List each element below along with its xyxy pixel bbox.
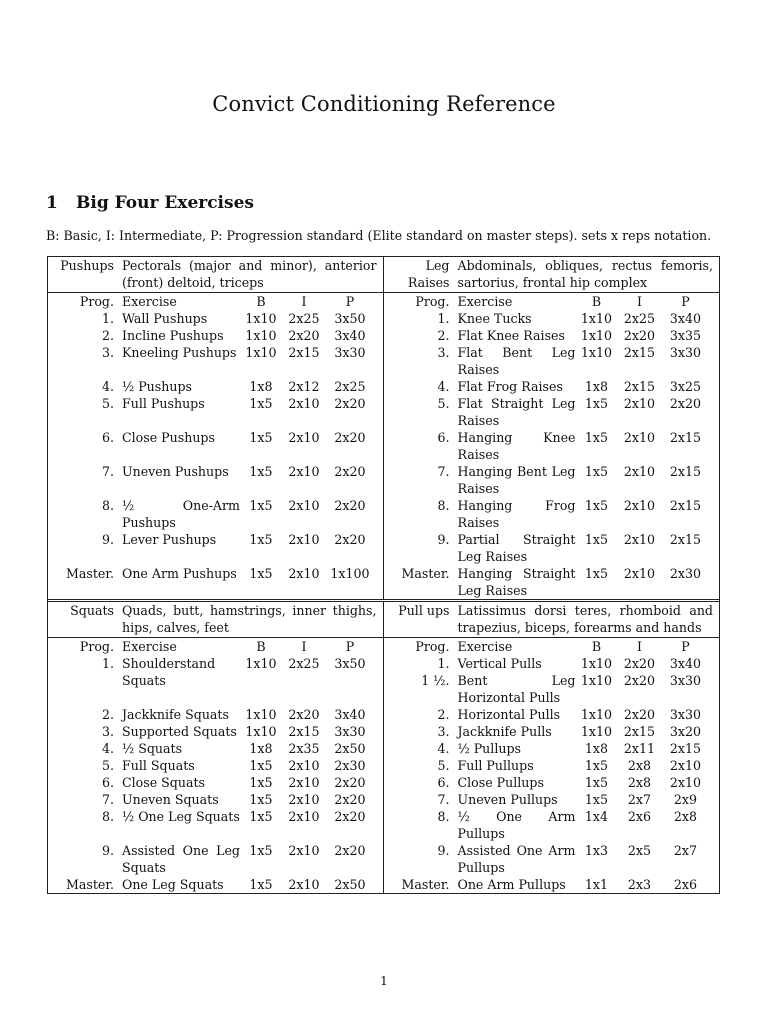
table-row bbox=[384, 655, 716, 672]
progression-standard: 2x50 bbox=[334, 877, 366, 892]
basic-standard: 1x5 bbox=[249, 464, 273, 479]
basic-standard: 1x5 bbox=[584, 396, 609, 411]
progression-standard: 2x20 bbox=[334, 498, 366, 513]
basic-standard: 1x5 bbox=[249, 566, 273, 581]
table-row bbox=[48, 310, 379, 327]
exercise-table bbox=[47, 256, 720, 894]
basic-standard: 1x1 bbox=[584, 877, 609, 892]
step-number: 4. bbox=[437, 741, 450, 756]
exercise-name: One Arm Pushups bbox=[122, 566, 237, 581]
table-row bbox=[384, 429, 716, 463]
exercise-name: One Arm Pullups bbox=[457, 877, 566, 892]
intermediate-standard: 2x20 bbox=[288, 707, 320, 722]
progression-standard: 1x100 bbox=[330, 566, 370, 581]
progression-standard: 3x40 bbox=[669, 311, 702, 326]
progression-standard: 3x50 bbox=[334, 656, 366, 671]
intermediate-standard: 2x35 bbox=[288, 741, 320, 756]
step-number: 4. bbox=[101, 379, 114, 394]
intermediate-standard: 2x25 bbox=[288, 656, 320, 671]
step-number: 7. bbox=[101, 792, 114, 807]
step-number: 2. bbox=[437, 707, 450, 722]
step-number: 7. bbox=[101, 464, 114, 479]
progression-standard: 3x30 bbox=[334, 724, 366, 739]
exercise-name: Uneven Pushups bbox=[122, 464, 229, 479]
table-row bbox=[384, 531, 716, 565]
header-intermediate: I bbox=[637, 294, 642, 309]
table-row bbox=[48, 723, 379, 740]
exercise-name: Vertical Pulls bbox=[457, 656, 542, 671]
step-number: Master. bbox=[401, 566, 450, 581]
table-row bbox=[48, 497, 379, 531]
table-row bbox=[384, 842, 716, 876]
header-basic: B bbox=[591, 294, 602, 309]
intermediate-standard: 2x20 bbox=[288, 328, 320, 343]
progression-standard: 2x20 bbox=[334, 396, 366, 411]
step-number: 3. bbox=[101, 345, 114, 360]
exercise-name: Hanging Straight Leg Raises bbox=[457, 566, 576, 598]
step-number: 6. bbox=[437, 430, 450, 445]
exercise-name: Jackknife Pulls bbox=[457, 724, 552, 739]
step-number: 1. bbox=[437, 656, 450, 671]
exercise-name: Hanging Frog Raises bbox=[457, 498, 576, 530]
step-number: 6. bbox=[101, 430, 114, 445]
progression-standard: 3x35 bbox=[669, 328, 702, 343]
step-number: 2. bbox=[101, 328, 114, 343]
table-row bbox=[384, 740, 716, 757]
basic-standard: 1x5 bbox=[249, 792, 273, 807]
basic-standard: 1x5 bbox=[584, 498, 609, 513]
basic-standard: 1x10 bbox=[245, 345, 277, 360]
exercise-name: Kneeling Pushups bbox=[122, 345, 237, 360]
basic-standard: 1x5 bbox=[584, 775, 609, 790]
exercise-name: Full Squats bbox=[122, 758, 195, 773]
muscle-list: Latissimus dorsi teres, rhomboid and trapezius, biceps, forearms and hands bbox=[457, 603, 713, 635]
intermediate-standard: 2x7 bbox=[627, 792, 652, 807]
progression-standard: 2x15 bbox=[669, 532, 702, 547]
step-number: 7. bbox=[437, 792, 450, 807]
step-number: 8. bbox=[437, 498, 450, 513]
exercise-name: Assisted One Leg Squats bbox=[122, 843, 240, 875]
table-row bbox=[48, 429, 379, 463]
exercise-name: Close Pushups bbox=[122, 430, 215, 445]
step-number: Master. bbox=[401, 877, 450, 892]
page-number: 1 bbox=[380, 974, 388, 988]
step-number: 7. bbox=[437, 464, 450, 479]
progression-standard: 2x20 bbox=[334, 843, 366, 858]
table-row bbox=[48, 344, 379, 378]
basic-standard: 1x5 bbox=[249, 843, 273, 858]
step-number: 8. bbox=[101, 498, 114, 513]
progression-standard: 3x30 bbox=[669, 673, 702, 688]
basic-standard: 1x10 bbox=[245, 328, 277, 343]
basic-standard: 1x10 bbox=[580, 724, 613, 739]
step-number: 8. bbox=[101, 809, 114, 824]
progression-standard: 2x50 bbox=[334, 741, 366, 756]
step-number: 4. bbox=[437, 379, 450, 394]
exercise-category-name: Pushups bbox=[60, 258, 114, 273]
progression-standard: 2x6 bbox=[673, 877, 698, 892]
intermediate-standard: 2x10 bbox=[623, 430, 656, 445]
intermediate-standard: 2x20 bbox=[623, 656, 656, 671]
table-band-top bbox=[48, 257, 719, 602]
muscle-list: Pectorals (major and minor), anterior (front) deltoid, triceps bbox=[122, 258, 377, 290]
table-row bbox=[384, 791, 716, 808]
step-number: 9. bbox=[437, 532, 450, 547]
basic-standard: 1x5 bbox=[584, 792, 609, 807]
step-number: 4. bbox=[101, 741, 114, 756]
step-number: 5. bbox=[437, 758, 450, 773]
basic-standard: 1x5 bbox=[249, 532, 273, 547]
basic-standard: 1x5 bbox=[249, 775, 273, 790]
table-row bbox=[384, 344, 716, 378]
basic-standard: 1x10 bbox=[580, 656, 613, 671]
exercise-category-name: Squats bbox=[70, 603, 114, 618]
progression-standard: 2x9 bbox=[673, 792, 698, 807]
intermediate-standard: 2x10 bbox=[288, 396, 320, 411]
exercise-name: ½ One Leg Squats bbox=[122, 809, 240, 824]
step-number: 1 ½. bbox=[421, 673, 450, 688]
basic-standard: 1x10 bbox=[245, 656, 277, 671]
basic-standard: 1x10 bbox=[580, 345, 613, 360]
section-title: Big Four Exercises bbox=[76, 193, 254, 213]
intermediate-standard: 2x25 bbox=[623, 311, 656, 326]
step-number: 5. bbox=[101, 758, 114, 773]
step-number: 2. bbox=[437, 328, 450, 343]
step-number: 3. bbox=[101, 724, 114, 739]
intermediate-standard: 2x10 bbox=[288, 464, 320, 479]
intermediate-standard: 2x10 bbox=[288, 532, 320, 547]
progression-standard: 3x30 bbox=[669, 707, 702, 722]
basic-standard: 1x5 bbox=[584, 566, 609, 581]
exercise-name: Uneven Pullups bbox=[457, 792, 558, 807]
table-row bbox=[384, 497, 716, 531]
progression-rows bbox=[48, 638, 383, 893]
header-intermediate: I bbox=[301, 294, 307, 309]
progression-standard: 2x20 bbox=[669, 396, 702, 411]
progression-standard: 2x30 bbox=[669, 566, 702, 581]
header-exercise: Exercise bbox=[122, 639, 177, 654]
basic-standard: 1x8 bbox=[249, 379, 273, 394]
step-number: 6. bbox=[437, 775, 450, 790]
column-header-row bbox=[384, 293, 716, 310]
step-number: 2. bbox=[101, 707, 114, 722]
intermediate-standard: 2x15 bbox=[288, 724, 320, 739]
exercise-name: Wall Pushups bbox=[122, 311, 208, 326]
progression-standard: 2x20 bbox=[334, 775, 366, 790]
progression-standard: 2x20 bbox=[334, 792, 366, 807]
intermediate-standard: 2x10 bbox=[288, 809, 320, 824]
exercise-name: Partial Straight Leg Raises bbox=[457, 532, 576, 564]
intermediate-standard: 2x10 bbox=[288, 792, 320, 807]
basic-standard: 1x5 bbox=[584, 758, 609, 773]
exercise-name: Horizontal Pulls bbox=[457, 707, 561, 722]
progression-standard: 2x20 bbox=[334, 809, 366, 824]
step-number: Master. bbox=[65, 566, 114, 581]
basic-standard: 1x5 bbox=[249, 809, 273, 824]
exercise-name: Full Pushups bbox=[122, 396, 205, 411]
basic-standard: 1x10 bbox=[245, 311, 277, 326]
intermediate-standard: 2x10 bbox=[288, 430, 320, 445]
table-row bbox=[384, 706, 716, 723]
intermediate-standard: 2x20 bbox=[623, 707, 656, 722]
block-pushups bbox=[48, 257, 384, 599]
table-row bbox=[384, 876, 716, 893]
basic-standard: 1x10 bbox=[245, 707, 277, 722]
exercise-name: Shoulderstand Squats bbox=[122, 656, 216, 688]
intermediate-standard: 2x8 bbox=[627, 775, 652, 790]
basic-standard: 1x8 bbox=[584, 379, 609, 394]
intermediate-standard: 2x20 bbox=[623, 328, 656, 343]
table-row bbox=[48, 757, 379, 774]
progression-standard: 2x20 bbox=[334, 430, 366, 445]
table-row bbox=[384, 757, 716, 774]
muscle-group-row bbox=[384, 257, 720, 293]
muscle-group-row bbox=[48, 257, 383, 293]
intermediate-standard: 2x15 bbox=[623, 724, 656, 739]
progression-rows bbox=[384, 293, 720, 599]
basic-standard: 1x3 bbox=[584, 843, 609, 858]
section-heading bbox=[46, 193, 254, 213]
table-row bbox=[48, 808, 379, 842]
intermediate-standard: 2x10 bbox=[623, 498, 656, 513]
table-row bbox=[384, 808, 716, 842]
exercise-name: Flat Knee Raises bbox=[457, 328, 565, 343]
table-row bbox=[48, 395, 379, 429]
basic-standard: 1x5 bbox=[249, 498, 273, 513]
basic-standard: 1x5 bbox=[584, 430, 609, 445]
progression-standard: 2x15 bbox=[669, 464, 702, 479]
intermediate-standard: 2x10 bbox=[288, 877, 320, 892]
basic-standard: 1x8 bbox=[249, 741, 273, 756]
table-row bbox=[384, 463, 716, 497]
progression-standard: 2x25 bbox=[334, 379, 366, 394]
exercise-name: ½ Pushups bbox=[122, 379, 193, 394]
step-number: 1. bbox=[437, 311, 450, 326]
intermediate-standard: 2x25 bbox=[288, 311, 320, 326]
header-progression: P bbox=[345, 639, 355, 654]
exercise-name: Supported Squats bbox=[122, 724, 237, 739]
intermediate-standard: 2x8 bbox=[627, 758, 652, 773]
header-exercise: Exercise bbox=[457, 294, 513, 309]
basic-standard: 1x4 bbox=[584, 809, 609, 824]
header-step: Prog. bbox=[415, 294, 450, 309]
step-number: 8. bbox=[437, 809, 450, 824]
table-row bbox=[384, 565, 716, 599]
step-number: 5. bbox=[437, 396, 450, 411]
exercise-name: Hanging Bent Leg Raises bbox=[457, 464, 576, 496]
basic-standard: 1x5 bbox=[249, 877, 273, 892]
progression-standard: 3x40 bbox=[334, 707, 366, 722]
intermediate-standard: 2x10 bbox=[288, 758, 320, 773]
exercise-name: Uneven Squats bbox=[122, 792, 219, 807]
progression-standard: 2x7 bbox=[673, 843, 698, 858]
header-basic: B bbox=[256, 639, 266, 654]
intermediate-standard: 2x15 bbox=[623, 345, 656, 360]
table-row bbox=[48, 791, 379, 808]
exercise-name: Flat Straight Leg Raises bbox=[457, 396, 576, 428]
column-header-row bbox=[48, 293, 379, 310]
step-number: 1. bbox=[101, 311, 114, 326]
column-header-row bbox=[48, 638, 379, 655]
exercise-name: Incline Pushups bbox=[122, 328, 224, 343]
section-number: 1 bbox=[46, 193, 58, 213]
block-pull-ups bbox=[384, 602, 720, 893]
exercise-name: One Leg Squats bbox=[122, 877, 224, 892]
step-number: 3. bbox=[437, 345, 450, 360]
intermediate-standard: 2x10 bbox=[288, 566, 320, 581]
exercise-name: ½ One-Arm Pushups bbox=[122, 498, 240, 530]
intermediate-standard: 2x10 bbox=[288, 498, 320, 513]
exercise-name: Lever Pushups bbox=[122, 532, 217, 547]
progression-standard: 3x20 bbox=[669, 724, 702, 739]
progression-standard: 2x10 bbox=[669, 775, 702, 790]
table-row bbox=[48, 740, 379, 757]
table-row bbox=[48, 655, 379, 706]
table-row bbox=[48, 378, 379, 395]
basic-standard: 1x10 bbox=[580, 707, 613, 722]
intermediate-standard: 2x10 bbox=[288, 843, 320, 858]
header-intermediate: I bbox=[637, 639, 642, 654]
muscle-group-row bbox=[384, 602, 720, 638]
step-number: 1. bbox=[101, 656, 114, 671]
table-row bbox=[384, 672, 716, 706]
table-row bbox=[384, 723, 716, 740]
header-progression: P bbox=[681, 639, 690, 654]
table-row bbox=[384, 395, 716, 429]
muscle-list: Quads, butt, hamstrings, inner thighs, hips, calves, feet bbox=[122, 603, 377, 635]
basic-standard: 1x10 bbox=[580, 328, 613, 343]
intermediate-standard: 2x12 bbox=[288, 379, 320, 394]
basic-standard: 1x10 bbox=[580, 311, 613, 326]
table-row bbox=[48, 706, 379, 723]
page-title: Convict Conditioning Reference bbox=[212, 92, 556, 116]
basic-standard: 1x10 bbox=[580, 673, 613, 688]
progression-standard: 3x30 bbox=[334, 345, 366, 360]
table-row bbox=[48, 327, 379, 344]
basic-standard: 1x5 bbox=[249, 396, 273, 411]
table-row bbox=[48, 565, 379, 599]
header-exercise: Exercise bbox=[457, 639, 513, 654]
block-squats bbox=[48, 602, 384, 893]
header-progression: P bbox=[345, 294, 355, 309]
exercise-category-name: Leg Raises bbox=[407, 258, 450, 290]
intermediate-standard: 2x10 bbox=[623, 566, 656, 581]
table-row bbox=[48, 463, 379, 497]
column-header-row bbox=[384, 638, 716, 655]
exercise-name: Knee Tucks bbox=[457, 311, 532, 326]
intermediate-standard: 2x3 bbox=[627, 877, 652, 892]
basic-standard: 1x5 bbox=[249, 758, 273, 773]
exercise-name: Assisted One Arm Pullups bbox=[457, 843, 576, 875]
progression-standard: 3x30 bbox=[669, 345, 702, 360]
table-row bbox=[384, 378, 716, 395]
step-number: 3. bbox=[437, 724, 450, 739]
intermediate-standard: 2x15 bbox=[288, 345, 320, 360]
exercise-name: Close Squats bbox=[122, 775, 205, 790]
exercise-name: Close Pullups bbox=[457, 775, 544, 790]
progression-standard: 2x20 bbox=[334, 464, 366, 479]
header-intermediate: I bbox=[301, 639, 307, 654]
header-step: Prog. bbox=[79, 294, 114, 309]
exercise-name: ½ Squats bbox=[122, 741, 183, 756]
progression-standard: 2x15 bbox=[669, 741, 702, 756]
table-row bbox=[48, 876, 379, 893]
header-basic: B bbox=[591, 639, 602, 654]
muscle-group-row bbox=[48, 602, 383, 638]
header-step: Prog. bbox=[415, 639, 450, 654]
exercise-category-name: Pull ups bbox=[398, 603, 450, 618]
progression-standard: 2x8 bbox=[673, 809, 698, 824]
table-row bbox=[384, 774, 716, 791]
progression-rows bbox=[384, 638, 720, 893]
exercise-name: ½ Pullups bbox=[457, 741, 521, 756]
progression-standard: 3x40 bbox=[334, 328, 366, 343]
basic-standard: 1x5 bbox=[584, 464, 609, 479]
intermediate-standard: 2x20 bbox=[623, 673, 656, 688]
basic-standard: 1x5 bbox=[249, 430, 273, 445]
intermediate-standard: 2x15 bbox=[623, 379, 656, 394]
header-progression: P bbox=[681, 294, 690, 309]
block-leg-raises bbox=[384, 257, 720, 599]
progression-standard: 3x50 bbox=[334, 311, 366, 326]
exercise-name: Jackknife Squats bbox=[122, 707, 229, 722]
basic-standard: 1x5 bbox=[584, 532, 609, 547]
step-number: 9. bbox=[101, 532, 114, 547]
exercise-name: Full Pullups bbox=[457, 758, 534, 773]
intermediate-standard: 2x6 bbox=[627, 809, 652, 824]
exercise-name: Flat Bent Leg Raises bbox=[457, 345, 576, 377]
exercise-name: Bent Leg Horizontal Pulls bbox=[457, 673, 576, 705]
table-row bbox=[384, 310, 716, 327]
basic-standard: 1x8 bbox=[584, 741, 609, 756]
intermediate-standard: 2x5 bbox=[627, 843, 652, 858]
intermediate-standard: 2x11 bbox=[623, 741, 656, 756]
progression-standard: 2x10 bbox=[669, 758, 702, 773]
progression-standard: 3x25 bbox=[669, 379, 702, 394]
table-row bbox=[384, 327, 716, 344]
progression-standard: 2x15 bbox=[669, 430, 702, 445]
progression-standard: 2x30 bbox=[334, 758, 366, 773]
step-number: 5. bbox=[101, 396, 114, 411]
header-exercise: Exercise bbox=[122, 294, 177, 309]
intermediate-standard: 2x10 bbox=[288, 775, 320, 790]
legend-text: B: Basic, I: Intermediate, P: Progression standard (Elite standard on master steps). sets x reps notation. bbox=[46, 228, 712, 243]
step-number: 6. bbox=[101, 775, 114, 790]
step-number: 9. bbox=[437, 843, 450, 858]
table-row bbox=[48, 531, 379, 565]
step-number: Master. bbox=[65, 877, 114, 892]
header-step: Prog. bbox=[79, 639, 114, 654]
intermediate-standard: 2x10 bbox=[623, 396, 656, 411]
muscle-list: Abdominals, obliques, rectus femoris, sartorius, frontal hip complex bbox=[457, 258, 713, 290]
table-row bbox=[48, 842, 379, 876]
header-basic: B bbox=[256, 294, 266, 309]
progression-standard: 2x15 bbox=[669, 498, 702, 513]
intermediate-standard: 2x10 bbox=[623, 464, 656, 479]
progression-rows bbox=[48, 293, 383, 599]
progression-standard: 3x40 bbox=[669, 656, 702, 671]
progression-standard: 2x20 bbox=[334, 532, 366, 547]
exercise-name: ½ One Arm Pullups bbox=[457, 809, 576, 841]
basic-standard: 1x10 bbox=[245, 724, 277, 739]
table-band-bottom bbox=[48, 602, 719, 893]
step-number: 9. bbox=[101, 843, 114, 858]
intermediate-standard: 2x10 bbox=[623, 532, 656, 547]
exercise-name: Flat Frog Raises bbox=[457, 379, 563, 394]
table-row bbox=[48, 774, 379, 791]
exercise-name: Hanging Knee Raises bbox=[457, 430, 576, 462]
